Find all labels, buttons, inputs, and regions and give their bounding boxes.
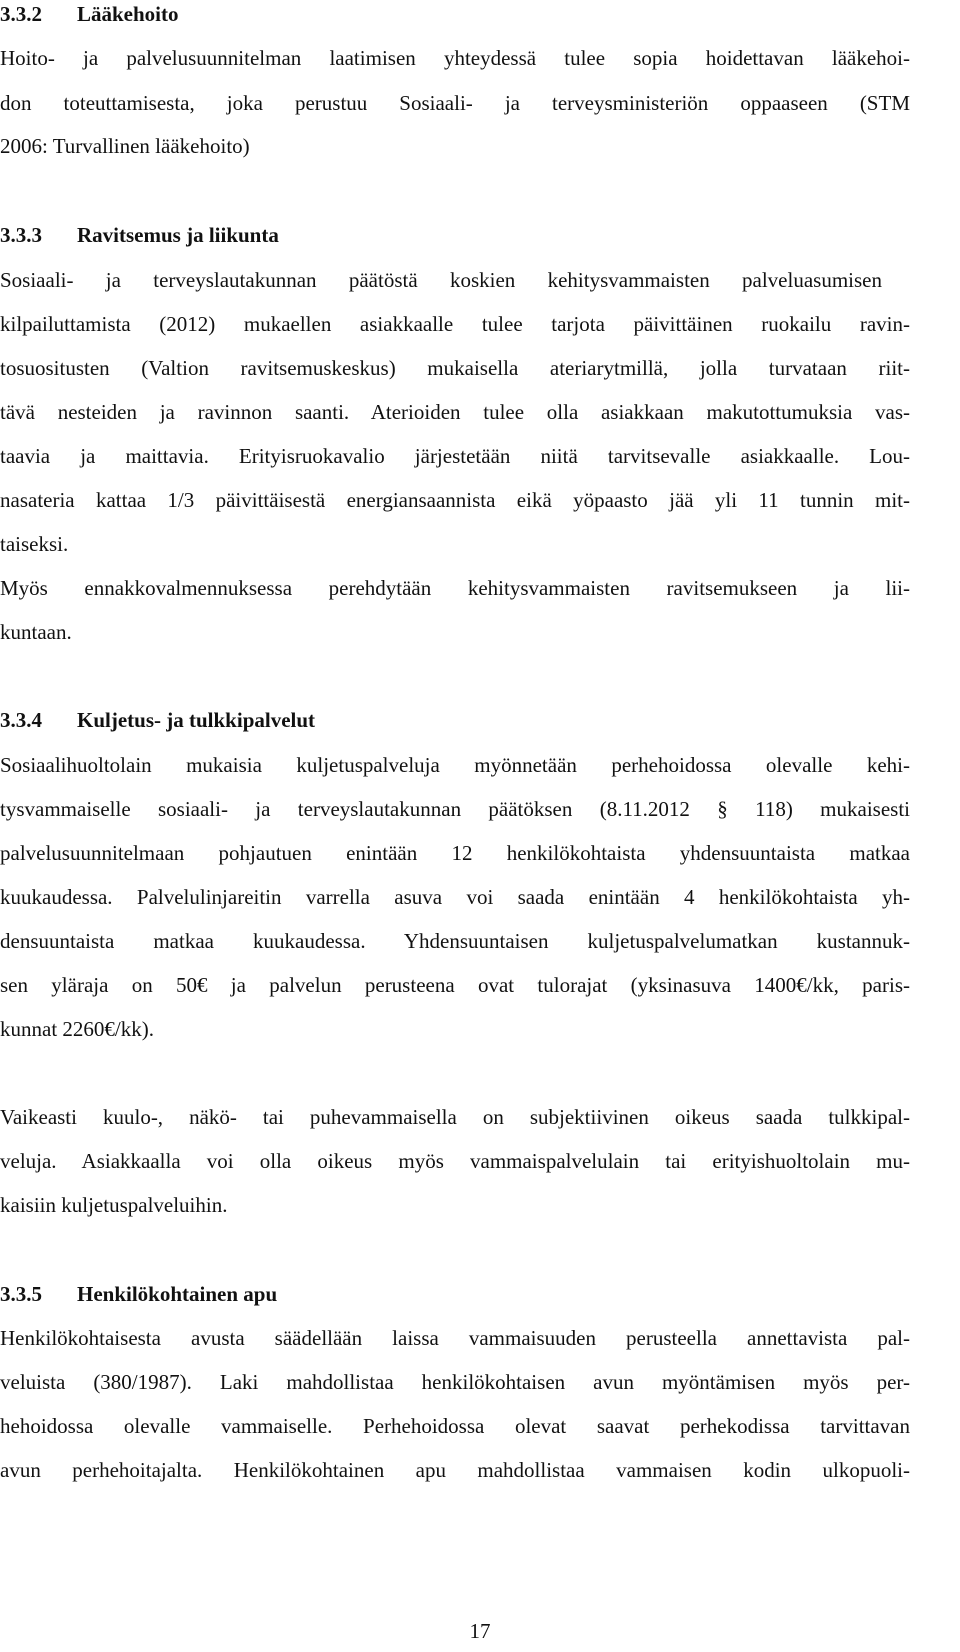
paragraph-line: kaisiin kuljetuspalveluihin. [0,1193,228,1217]
paragraph-line: densuuntaista matkaa kuukaudessa. Yhdensuuntaisen kuljetuspalvelumatkan kustannuk- [0,929,910,953]
paragraph-line: Hoito- ja palvelusuunnitelman laatimisen yhteydessä tulee sopia hoidettavan lääkehoi- [0,46,910,70]
paragraph-line: Myös ennakkovalmennuksessa perehdytään kehitysvammaisten ravitsemukseen ja lii- [0,576,910,600]
section-heading [0,4,179,25]
paragraph-line: Sosiaali- ja terveyslautakunnan päätöstä koskien kehitysvammaisten palveluasumisen [0,268,882,292]
paragraph-line: veluista (380/1987). Laki mahdollistaa henkilökohtaisen avun myöntämisen myös per- [0,1370,910,1394]
paragraph-line: taavia ja maittavia. Erityisruokavalio järjestetään niitä tarvitsevalle asiakkaalle. Lou- [0,444,910,468]
paragraph-line: don toteuttamisesta, joka perustuu Sosiaali- ja terveysministeriön oppaaseen (STM [0,91,910,115]
paragraph-line: sen yläraja on 50€ ja palvelun perusteena ovat tulorajat (yksinasuva 1400€/kk, paris- [0,973,910,997]
section-title: Lääkehoito [77,2,179,26]
paragraph-line: nasateria kattaa 1/3 päivittäisestä energiansaannista eikä yöpaasto jää yli 11 tunnin mit- [0,488,910,512]
paragraph-line: taiseksi. [0,532,69,556]
paragraph-line: veluja. Asiakkaalla voi olla oikeus myös vammaispalvelulain tai erityishuoltolain mu- [0,1149,910,1173]
section-number: 3.3.5 [0,1282,42,1306]
paragraph-line: tävä nesteiden ja ravinnon saanti. Aterioiden tulee olla asiakkaan makutottumuksia vas- [0,400,910,424]
section-heading [0,225,279,246]
paragraph-line: Henkilökohtaisesta avusta säädellään laissa vammaisuuden perusteella annettavista pal- [0,1326,910,1350]
paragraph-line: tysvammaiselle sosiaali- ja terveyslautakunnan päätöksen (8.11.2012 § 118) mukaisesti [0,797,910,821]
paragraph-line: kuukaudessa. Palvelulinjareitin varrella asuva voi saada enintään 4 henkilökohtaista yh- [0,885,910,909]
paragraph-line: 2006: Turvallinen lääkehoito) [0,134,250,158]
page-number: 17 [469,1619,491,1643]
paragraph-line: kunnat 2260€/kk). [0,1017,154,1041]
paragraph-line: hehoidossa olevalle vammaiselle. Perhehoidossa olevat saavat perhekodissa tarvittavan [0,1414,910,1438]
paragraph-line: tosuositusten (Valtion ravitsemuskeskus) mukaisella ateriarytmillä, jolla turvataan riit- [0,356,910,380]
section-title: Kuljetus- ja tulkkipalvelut [77,708,316,732]
section-number: 3.3.3 [0,223,42,247]
section-heading [0,1284,277,1305]
section-heading [0,710,315,731]
paragraph-line: avun perhehoitajalta. Henkilökohtainen apu mahdollistaa vammaisen kodin ulkopuoli- [0,1458,910,1482]
paragraph-line: Sosiaalihuoltolain mukaisia kuljetuspalveluja myönnetään perhehoidossa olevalle kehi- [0,753,910,777]
paragraph-line: Vaikeasti kuulo-, näkö- tai puhevammaisella on subjektiivinen oikeus saada tulkkipal- [0,1105,910,1129]
section-title: Henkilökohtainen apu [77,1282,278,1306]
section-number: 3.3.2 [0,2,42,26]
section-number: 3.3.4 [0,708,42,732]
paragraph-line: kuntaan. [0,620,72,644]
section-title: Ravitsemus ja liikunta [77,223,279,247]
paragraph-line: kilpailuttamista (2012) mukaellen asiakkaalle tulee tarjota päivittäinen ruokailu ravin- [0,312,910,336]
paragraph-line: palvelusuunnitelmaan pohjautuen enintään 12 henkilökohtaista yhdensuuntaista matkaa [0,841,910,865]
